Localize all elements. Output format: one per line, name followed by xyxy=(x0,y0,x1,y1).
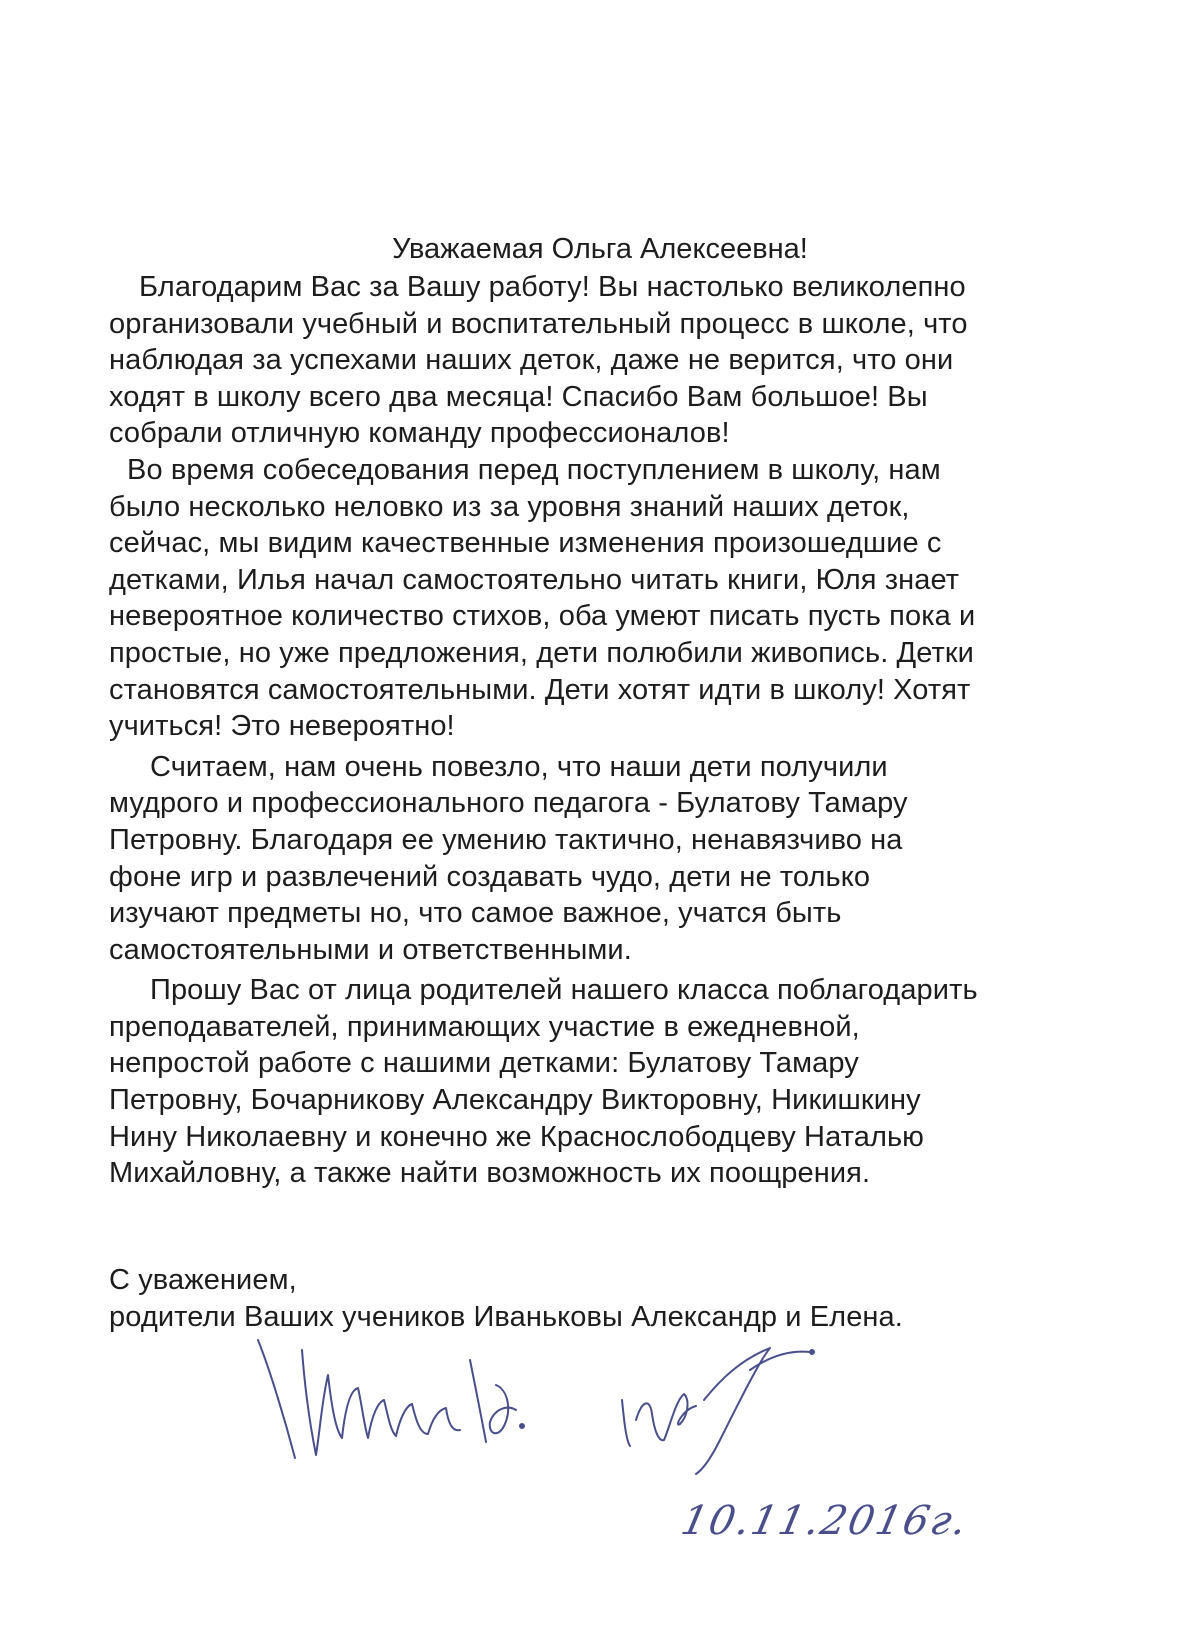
letter-line: простые, но уже предложения, дети полюбили живопись. Детки xyxy=(109,636,974,669)
signature-stroke xyxy=(490,1385,516,1433)
letter-line: Считаем, нам очень повезло, что наши дети получили xyxy=(150,750,888,783)
letter-line: собрали отличную команду профессионалов! xyxy=(109,417,730,450)
letter-line: ходят в школу всего два месяца! Спасибо Вам большое! Вы xyxy=(109,380,928,413)
closing-signatories: родители Ваших учеников Иваньковы Александр и Елена. xyxy=(109,1301,903,1333)
letter-line: Прошу Вас от лица родителей нашего класса поблагодарить xyxy=(150,974,978,1007)
letter-line: непростой работе с нашими детками: Булатову Тамару xyxy=(109,1047,859,1080)
letter-line: невероятное количество стихов, оба умеют писать пусть пока и xyxy=(109,600,976,633)
letter-line: Во время собеседования перед поступлением в школу, нам xyxy=(127,453,941,486)
letter-line: наблюдая за успехами наших деток, даже не верится, что они xyxy=(109,344,954,377)
letter-body xyxy=(109,269,978,1192)
letter-line: преподавателей, принимающих участие в ежедневной, xyxy=(109,1010,860,1043)
signature-stroke xyxy=(750,1352,810,1370)
letter-line: Михайловну, а также найти возможность их поощрения. xyxy=(109,1157,871,1190)
handwritten-signature xyxy=(250,1330,870,1480)
signature-stroke xyxy=(302,1350,460,1455)
letter-closing xyxy=(109,1262,903,1336)
letter-line: мудрого и профессионального педагога - Булатову Тамару xyxy=(109,787,908,820)
signature-stroke xyxy=(696,1348,770,1474)
signature-dot xyxy=(520,1424,524,1428)
letter-line: было несколько неловко из за уровня знаний наших деток, xyxy=(109,490,910,523)
handwritten-date: 10.11.2016г. xyxy=(677,1498,973,1544)
letter-line: сейчас, мы видим качественные изменения произошедшие с xyxy=(109,527,942,560)
letter-line: самостоятельными и ответственными. xyxy=(109,933,632,966)
letter-line: Нину Николаевну и конечно же Краснослободцеву Наталью xyxy=(109,1120,925,1153)
closing-greeting: С уважением, xyxy=(109,1264,297,1296)
letter-line: изучают предметы но, что самое важное, учатся быть xyxy=(109,897,842,930)
letter-salutation: Уважаемая Ольга Алексеевна! xyxy=(392,233,808,265)
letter-line: Петровну. Благодаря ее умению тактично, ненавязчиво на xyxy=(109,823,903,856)
letter-line: организовали учебный и воспитательный процесс в школе, что xyxy=(109,307,968,340)
letter-line: детками, Илья начал самостоятельно читать книги, Юля знает xyxy=(109,563,960,596)
signature-stroke xyxy=(622,1400,630,1446)
signature-stroke xyxy=(636,1394,696,1440)
letter-line: фоне игр и развлечений создавать чудо, дети не только xyxy=(109,860,871,893)
letter-line: учиться! Это невероятно! xyxy=(109,710,455,743)
signature-dot xyxy=(810,1350,814,1354)
signature-stroke xyxy=(470,1360,486,1442)
signature-stroke xyxy=(258,1340,295,1458)
letter-line: становятся самостоятельными. Дети хотят идти в школу! Хотят xyxy=(109,673,971,706)
letter-line: Петровну, Бочарникову Александру Викторовну, Никишкину xyxy=(109,1084,921,1117)
letter-line: Благодарим Вас за Вашу работу! Вы настолько великолепно xyxy=(139,271,966,303)
